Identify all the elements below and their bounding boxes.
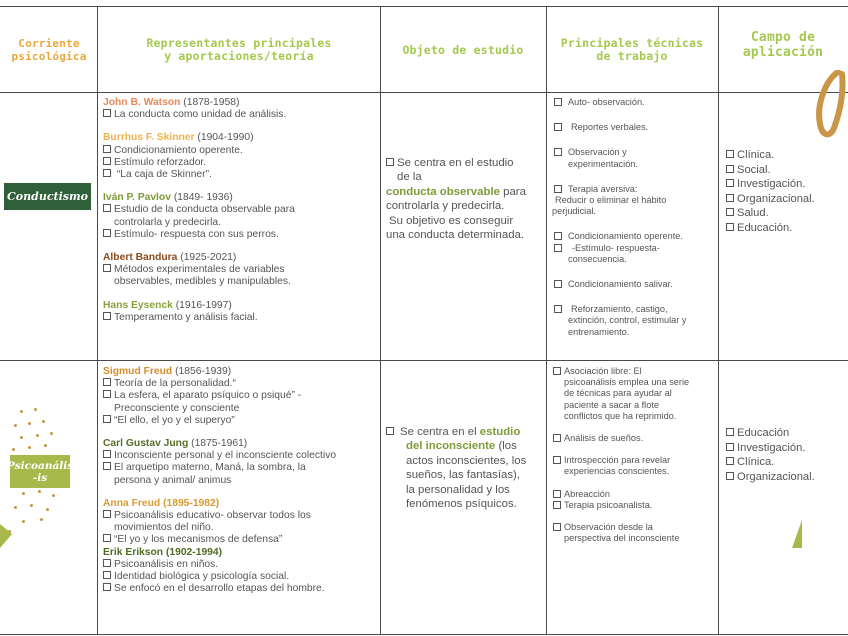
fields-psicoanalisis: Educación Investigación. Clínica. Organizacional. — [726, 426, 844, 484]
techniques-conductismo: Auto- observación. Reportes verbales. Observación y experimentación. Terapia aversiva: Reducir o eliminar el hábito perjudicial. Condicionamiento operente. -Estímulo- respuesta- consecuencia. Condicionamiento salivar. Reforzamiento, castigo, extinción, control, estimular y entrenamiento. — [552, 97, 687, 337]
table-border-bottom — [0, 634, 848, 635]
techniques-psicoanalisis: Asociación libre: El psicoanálisis emplea una serie de técnicas para ayudar al paciente a sacar a flote conflictos que ha reprimido. Análisis de sueños. Introspección para revelar experiencias conscientes. Abreacción Terapia psicoanalista. Observación desde la perspectiva del inconsciente — [552, 366, 716, 544]
rep-heading: Iván P. Pavlov (1849- 1936) — [103, 192, 233, 204]
header-representantes — [100, 10, 378, 90]
green-triangle-decoration — [790, 518, 804, 550]
header-tecnicas-label: Principales técnicas de trabajo — [560, 36, 704, 63]
header-corriente-label: Corriente psicológica — [11, 37, 87, 63]
rep-heading: Carl Gustav Jung (1875-1961) — [103, 438, 248, 450]
column-divider-2 — [380, 6, 381, 635]
rep-heading: Anna Freud (1895-1982) — [103, 497, 220, 509]
rep-heading: Albert Bandura (1925-2021) — [103, 252, 237, 264]
representatives-conductismo: John B. Watson (1878-1958) La conducta como unidad de análisis. Burrhus F. Skinner (1904-1990) Condicionamiento operente. Estímulo reforzador. “La caja de Skinner”. Iván P. Pavlov (1849- 1936) Estudio de la conducta observable para controlarla y predecirla. Estímulo- respuesta con sus perros. Albert Bandura (1925-2021) Métodos experimentales de variables observables, medibles y manipulables. Hans Eysenck (1916-1997) Temperamento y análisis facial. — [103, 97, 378, 324]
column-divider-3 — [546, 6, 547, 635]
tag-psicoanalisis-line2: -is — [32, 471, 48, 484]
rep-heading: Sigmud Freud (1856-1939) — [103, 366, 232, 377]
green-leaf-decoration — [0, 520, 16, 550]
header-representantes-label: Representantes principales y aportaciones/teoría — [146, 36, 332, 63]
table-border-top — [0, 6, 848, 7]
header-divider — [0, 92, 848, 93]
rep-heading: Erik Erikson (1902-1994) — [103, 546, 223, 558]
representatives-psicoanalisis: Sigmud Freud (1856-1939) Teoría de la personalidad.“ La esfera, el aparato psíquico o psiqué” - Preconsciente y consciente “El ello, el yo y el superyo” Carl Gustav Jung (1875-1961) Inconsciente personal y el inconsciente colectivo El arquetipo materno, Maná, la sombra, la persona y animal/ animus Anna Freud (1895-1982) Psicoanálisis educativo- observar todos los movimientos del niño. “El yo y los mecanismos de defensa” Erik Erikson (1902-1994) Psicoanálisis en niños. Identidad biológica y psicología social. Se enfocó en el desarrollo etapas del hombre. — [103, 366, 378, 595]
tag-psicoanalisis-line1: Psicoanális — [6, 459, 74, 472]
header-objeto-label: Objeto de estudio — [402, 42, 524, 57]
rep-heading: Burrhus F. Skinner (1904-1990) — [103, 132, 254, 144]
column-divider-4 — [718, 6, 719, 635]
objeto-psicoanalisis: Se centra en el estudio del inconsciente (los actos inconscientes, los sueños, las fantasías), la personalidad y los fenómenos psíquicos. — [386, 425, 544, 511]
header-corriente — [4, 10, 94, 90]
tag-psicoanalisis — [6, 455, 74, 488]
header-campo-label: Campo de aplicación — [742, 30, 824, 60]
fields-conductismo: Clínica. Social. Investigación. Organizacional. Salud. Educación. — [726, 148, 841, 236]
rep-heading: John B. Watson (1878-1958) — [103, 97, 240, 108]
rep-heading: Hans Eysenck (1916-1997) — [103, 299, 232, 311]
header-tecnicas — [548, 10, 716, 90]
tag-conductismo — [4, 183, 91, 210]
row-divider — [0, 360, 848, 361]
tag-conductismo-label: Conductismo — [7, 190, 88, 203]
objeto-conductismo: Se centra en el estudio de la conducta observable para controlarla y predecirla. Su objetivo es conseguir una conducta determinada. — [386, 156, 544, 242]
column-divider-1 — [97, 6, 98, 635]
gold-swirl-decoration — [808, 70, 848, 140]
header-objeto — [382, 10, 544, 90]
